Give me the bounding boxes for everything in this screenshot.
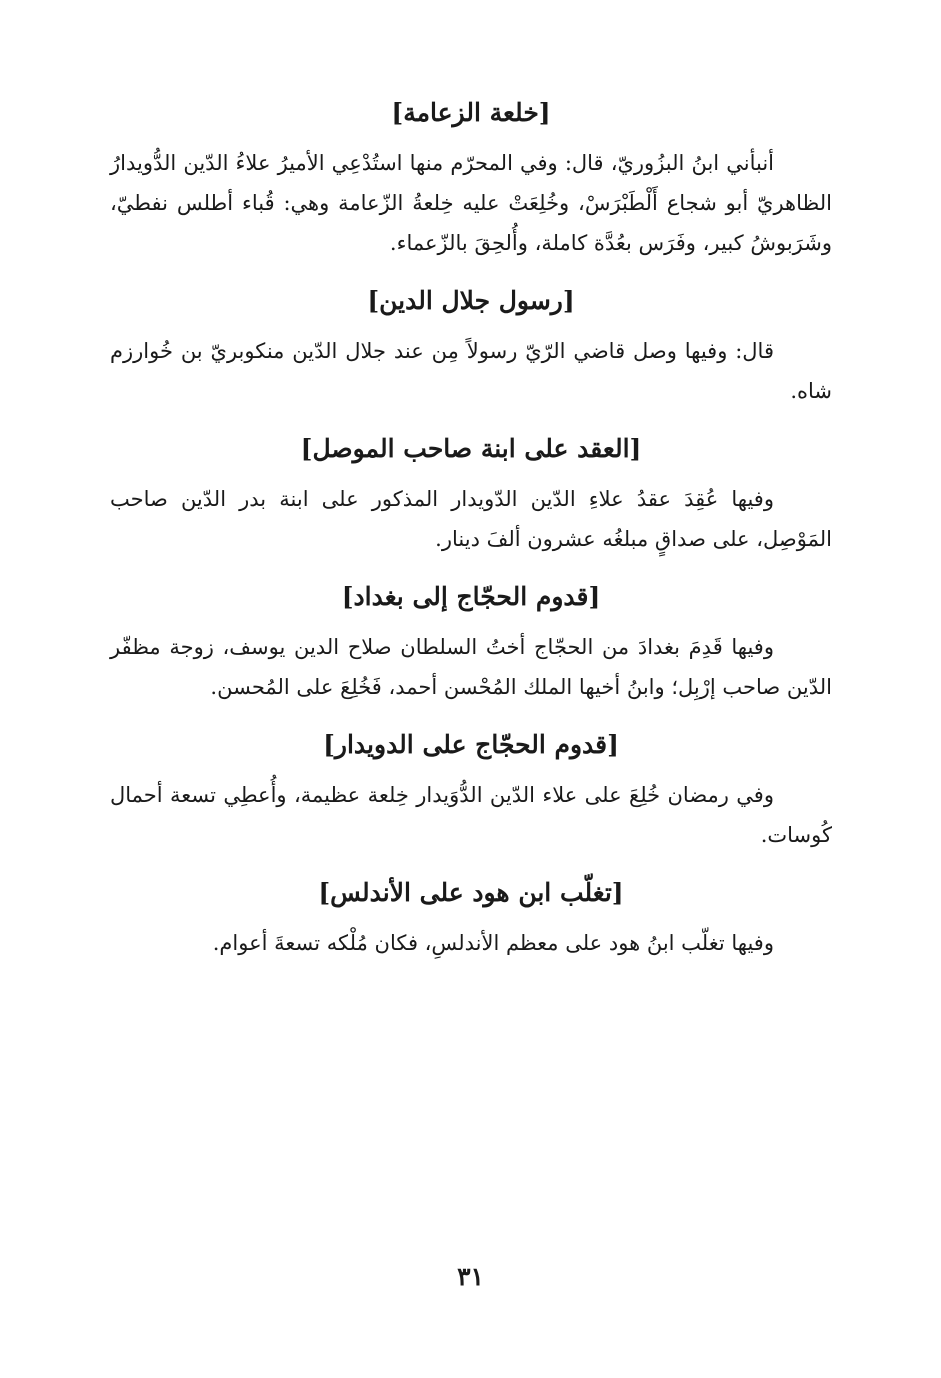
section-pilgrims-dawidar	[110, 727, 832, 855]
page-body	[110, 95, 832, 983]
section-pilgrims-baghdad	[110, 579, 832, 707]
section-paragraph: وفي رمضان خُلِعَ على علاء الدّين الدُّوَيدار خِلعة عظيمة، وأُعطِي تسعة أحمال كُوسات.	[110, 783, 832, 847]
section-heading: [قدوم الحجّاج إلى بغداد]	[341, 582, 601, 611]
section-heading: [تغلّب ابن هود على الأندلس]	[318, 878, 624, 907]
section-paragraph: وفيها تغلّب ابنُ هود على معظم الأندلسِ، فكان مُلْكه تسعةَ أعوام.	[212, 931, 774, 955]
page-number: ٣١	[457, 1262, 484, 1291]
section-leadership-robe	[110, 95, 832, 263]
section-paragraph: قال: وفيها وصل قاضي الرّيّ رسولاً مِن عند جلال الدّين منكوبريّ بن خُوارزم شاه.	[110, 339, 832, 403]
section-paragraph: أنبأني ابنُ البزُوريّ، قال: وفي المحرّم منها استُدْعِي الأميرُ علاءُ الدّين الدُّويدارُ الظاهريّ أبو شجاع أَلْطَبْرَسْ، وخُلِعَتْ عليه خِلعةُ الزّعامة وهي: قُباء أطلس نفطيّ، وشَرَبوشُ كبير، وفَرَس بعُدَّة كاملة، وأُلحِقَ بالزّعماء.	[110, 151, 832, 255]
section-paragraph: وفيها عُقِدَ عقدُ علاءِ الدّين الدّويدار المذكور على ابنة بدر الدّين صاحب المَوْصِل، على صداقٍ مبلغُه عشرون ألفَ دينار.	[110, 487, 832, 551]
section-heading: [قدوم الحجّاج على الدويدار]	[323, 730, 619, 759]
section-paragraph: وفيها قَدِمَ بغدادَ من الحجّاج أختُ السلطان صلاح الدين يوسف، زوجة مظفّر الدّين صاحب إرْبِل؛ وابنُ أخيها الملك المُحْسن أحمد، فَخُلِعَ على المُحسن.	[110, 635, 832, 699]
section-heading: [رسول جلال الدين]	[367, 286, 575, 315]
section-heading: [خلعة الزعامة]	[391, 98, 551, 127]
section-marriage-mosul	[110, 431, 832, 559]
section-ibn-hud-andalus	[110, 875, 832, 963]
section-heading: [العقد على ابنة صاحب الموصل]	[300, 434, 642, 463]
section-envoy-jalal-al-din	[110, 283, 832, 411]
